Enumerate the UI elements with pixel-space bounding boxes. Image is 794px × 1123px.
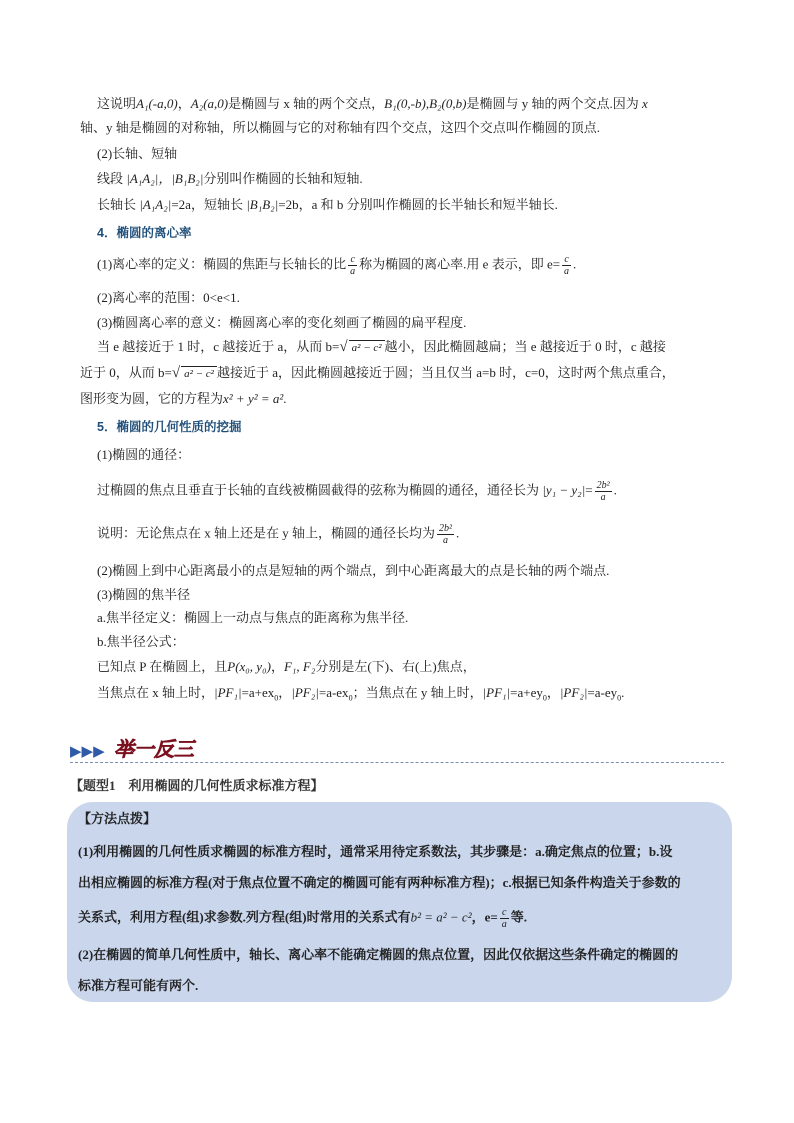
method-line: 标准方程可能有两个. [78,978,199,993]
text: 是椭圆与 [228,96,281,111]
text: 越小，因此椭圆越扁；当 e 越接近于 0 时，c 越接 [384,339,666,354]
banner-text: 举一反三 [114,737,194,761]
text-line: (1)椭圆的通径： [97,447,191,462]
text: 轴的两个交点， [293,96,385,111]
topic-title: 【题型1 利用椭圆的几何性质求标准方程】 [70,778,324,793]
text: 这说明 [97,96,137,111]
math-F1F2: F₁, F₂ [283,659,316,674]
text: (1)离心率的定义：椭圆的焦距与长轴长的比 [97,256,347,272]
section-heading: 5．椭圆的几何性质的挖掘 [97,420,242,434]
math-PF1: |PF₁| [214,685,242,700]
text: =a+ex [241,685,275,700]
math-lenB: |B₁B₂| [246,197,279,212]
subscript: 0 [274,693,279,703]
sqrt-expr: a² − c² [349,340,385,355]
text-line: 这说明A₁(-a,0)，A₂(a,0)是椭圆与 x 轴的两个交点，B₁(0,-b),B₂(0,b)是椭圆与 y 轴的两个交点.因为 x [97,96,648,111]
math-ydiff: |y₁ − y₂| [542,482,586,498]
text: 当 e 越接近于 1 时，c 越接近于 a，从而 b= [97,339,340,354]
method-line: 出相应椭圆的标准方程(对于焦点位置不确定的椭圆可能有两种标准方程)；c.根据已知条件构造关于参数的 [78,875,681,890]
text: 过椭圆的焦点且垂直于长轴的直线被椭圆截得的弦称为椭圆的通径，通径长为 [97,482,540,498]
fraction: $\frac{\text{2b²}}{a}$ [596,480,610,503]
text-line: b.焦半径公式： [97,634,185,649]
text-line: (2)长轴、短轴 [97,146,178,161]
text-line [97,196,558,214]
text-line: (2)离心率的范围：0<e<1. [97,290,240,305]
text: ， [546,685,560,700]
math-A1: A₁(-a,0) [136,96,178,111]
math-lenA: |A₁A₂| [139,197,172,212]
text: 当焦点在 x 轴上时， [97,685,215,700]
text-line: (3)椭圆离心率的意义：椭圆离心率的变化刻画了椭圆的扁平程度. [97,315,467,330]
math-P: P(x₀, y₀) [227,659,271,674]
text: 是椭圆与 [466,96,519,111]
fraction: $\frac{c}{a}$ [564,254,570,277]
text: = [585,482,593,498]
text: 已知点 P 在椭圆上，且 [97,659,228,674]
fraction: $\frac{c}{a}$ [501,907,507,930]
text-line [97,338,666,356]
section-heading: 4．椭圆的离心率 [97,226,192,240]
text: 等. [510,909,528,925]
text: =2b，a 和 b 分别叫作椭圆的长半轴长和短半轴长. [278,197,558,212]
math-circle-eq: x² + y² = a² [223,391,284,406]
math-PF1: |PF₁| [482,685,511,700]
sqrt-expr: a² − c² [181,366,217,381]
text: 关系式，利用方程(组)求参数.列方程(组)时常用的关系式有 [78,909,411,925]
text: 说明：无论焦点在 x 轴上还是在 y 轴上，椭圆的通径长均为 [97,525,436,541]
divider [70,762,724,763]
text: 近于 0，从而 b= [80,365,172,380]
text: . [621,685,625,700]
text: =a-ex [318,685,349,700]
method-line [78,907,527,930]
text: ， [270,659,284,674]
text: . [283,391,287,406]
subscript: 0 [542,693,547,703]
method-line: (2)在椭圆的简单几何性质中，轴长、离心率不能确定椭圆的焦点位置，因此仅依据这些条件确定的椭圆的 [78,947,679,962]
text: ；当焦点在 y 轴上时， [352,685,483,700]
method-line: (1)利用椭圆的几何性质求椭圆的标准方程时，通常采用待定系数法，其步骤是：a.确定焦点的位置；b.设 [78,844,673,859]
text: 轴的两个交点.因为 [531,96,639,111]
text: x [642,96,648,111]
math-seg: |A₁A₂|，|B₁B₂| [126,171,204,186]
fraction: $\frac{\text{2b²}}{a}$ [439,523,453,546]
text: 称为椭圆的离心率.用 e 表示，即 e= [359,256,561,272]
method-title: 【方法点拨】 [78,811,157,826]
text-line: 轴、y 轴是椭圆的对称轴，所以椭圆与它的对称轴有四个交点，这四个交点叫作椭圆的顶点. [80,120,601,135]
text: 越接近于 a，因此椭圆越接近于圆；当且仅当 a=b 时，c=0，这时两个焦点重合， [216,365,675,380]
text: =2a，短轴长 [171,197,243,212]
method-box [67,802,732,1002]
text: 分别是左(下)、右(上)焦点， [315,659,476,674]
text-line [80,364,675,382]
math-PF2: |PF₂| [559,685,588,700]
arrow-icon: ▶▶▶ [70,742,105,760]
fraction: $\frac{c}{a}$ [350,254,356,277]
math-B1B2: B₁(0,-b),B₂(0,b) [384,96,467,111]
text: ，e= [471,909,498,925]
text-line: (3)椭圆的焦半径 [97,587,191,602]
math-b2eq: b² = a² − c² [410,909,472,925]
text: 长轴长 [97,197,137,212]
text-line: 说明：无论焦点在 x 轴上还是在 y 轴上，椭圆的通径长均为 $\frac{\text{2b²}}{a}$ . [97,523,460,546]
text: 图形变为圆，它的方程为 [80,391,224,406]
text: 分别叫作椭圆的长轴和短轴. [203,171,363,186]
text-line: (2)椭圆上到中心距离最小的点是短轴的两个端点，到中心距离最大的点是长轴的两个端点. [97,563,610,578]
text-line: 过椭圆的焦点且垂直于长轴的直线被椭圆截得的弦称为椭圆的通径，通径长为 |y₁ − y₂|= $\frac{\text{2b²}}{a}$ . [97,480,617,503]
sqrt-icon: √ [171,365,181,381]
text-line: (1)离心率的定义：椭圆的焦距与长轴长的比 $\frac{c}{a}$ 称为椭圆的离心率.用 e 表示，即 e= $\frac{c}{a}$ . [97,254,577,277]
text: =a-ey [587,685,618,700]
banner [70,734,250,762]
text: ， [278,685,292,700]
math-PF2: |PF₂| [291,685,319,700]
sqrt-icon: √ [339,339,348,355]
text-line [97,658,476,676]
math-A2: A₂(a,0) [190,96,229,111]
text-line [97,170,363,188]
text-line [97,684,624,708]
subscript: 0 [348,693,353,703]
text-line: a.焦半径定义：椭圆上一动点与焦点的距离称为焦半径. [97,610,409,625]
text: =a+ey [510,685,543,700]
text: 线段 [97,171,124,186]
text-line [80,390,287,408]
subscript: 0 [617,693,622,703]
